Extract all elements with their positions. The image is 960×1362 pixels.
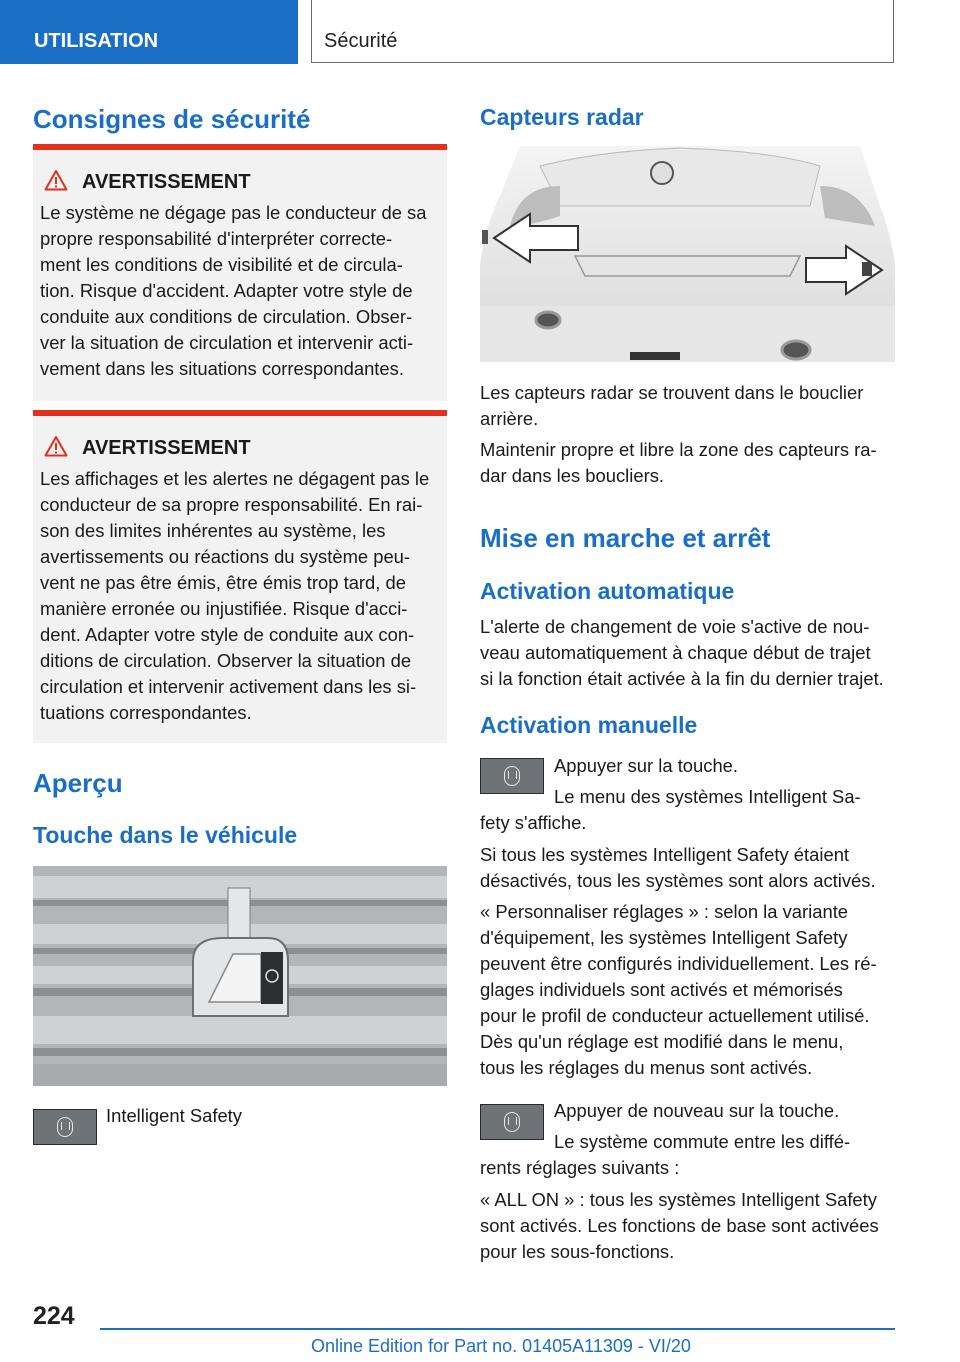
page-number: 224 [33, 1302, 75, 1330]
intelligent-safety-button-icon [480, 1104, 544, 1140]
warning-label: AVERTISSEMENT [82, 436, 251, 459]
radar-sensors-illustration [480, 146, 895, 362]
overview-title: Aperçu [33, 768, 123, 798]
intelligent-safety-button-icon [480, 758, 544, 794]
warning-box-1 [33, 144, 447, 401]
warning-icon [44, 169, 68, 191]
allon-text: « ALL ON » : tous les systèmes Intelligent Safety sont activés. Les fonctions de base sont activées pour les sous-fonctions. [480, 1189, 879, 1262]
warning-label: AVERTISSEMENT [82, 170, 251, 193]
footer-divider [100, 1328, 895, 1330]
radar-text-2: Maintenir propre et libre la zone des capteurs ra- dar dans les boucliers. [480, 439, 877, 486]
manual-text-2: « Personnaliser réglages » : selon la variante d'équipement, les systèmes Intelligent Safety peuvent être configurés individuellement. Les ré- glages individuels sont activés et mémorisés pour le profil de conducteur actuellement utilisé. Dès qu'un réglage est modifié dans le menu, tous les réglages du menus sont activés. [480, 901, 877, 1078]
warning-text: Le système ne dégage pas le conducteur de sa propre responsabilité d'interpréter correcte- ment les conditions de visibilité et de circula- tion. Risque d'accident. Adapter votre style de conduite aux conditions de circulation. Obser- ver la situation de circulation et intervenir acti- vement dans les situations correspondantes. [40, 202, 427, 379]
section-tab [0, 0, 298, 64]
warning-box-2 [33, 410, 447, 743]
warning-text: Les affichages et les alertes ne dégagent pas le conducteur de sa propre responsabilité. En rai- son des limites inhérentes au système, les avertissements ou réactions du système peu- vent ne pas être émis, être émis trop tard, de manière erronée ou injustifiée. Risque d'acci- dent. Adapter votre style de conduite aux con- ditions de circulation. Observer la situation de circulation et intervenir activement dans les si- tuations correspondantes. [40, 468, 430, 723]
chapter-tab [311, 0, 894, 63]
manual-menu-line-2: fety s'affiche. [480, 812, 587, 833]
again-press-text: Appuyer de nouveau sur la touche. [554, 1100, 840, 1121]
manual-menu-line-1: Le menu des systèmes Intelligent Sa- [554, 786, 861, 807]
auto-activation-text: L'alerte de changement de voie s'active de nou- veau automatiquement à chaque début de trajet si la fonction était activée à la fin du dernier trajet. [480, 616, 884, 689]
manual-press-text: Appuyer sur la touche. [554, 755, 739, 776]
section-label: UTILISATION [34, 30, 159, 52]
radar-title: Capteurs radar [480, 104, 644, 130]
again-switch-line-2: rents réglages suivants : [480, 1157, 680, 1178]
button-title: Touche dans le véhicule [33, 822, 298, 848]
intelligent-safety-button-icon [33, 1109, 97, 1145]
again-switch-line-1: Le système commute entre les diffé- [554, 1131, 851, 1152]
chapter-label: Sécurité [324, 30, 398, 52]
button-caption: Intelligent Safety [106, 1105, 242, 1126]
manual-activation-title: Activation manuelle [480, 712, 698, 738]
edition-text: Online Edition for Part no. 01405A11309 - VI/20 [311, 1336, 691, 1356]
auto-activation-title: Activation automatique [480, 578, 735, 604]
safety-title: Consignes de sécurité [33, 104, 311, 134]
onoff-title: Mise en marche et arrêt [480, 523, 771, 553]
vehicle-button-illustration [33, 866, 447, 1086]
manual-text-1: Si tous les systèmes Intelligent Safety étaient désactivés, tous les systèmes sont alors activés. [480, 844, 876, 891]
warning-icon [44, 435, 68, 457]
radar-text-1: Les capteurs radar se trouvent dans le bouclier arrière. [480, 382, 864, 429]
